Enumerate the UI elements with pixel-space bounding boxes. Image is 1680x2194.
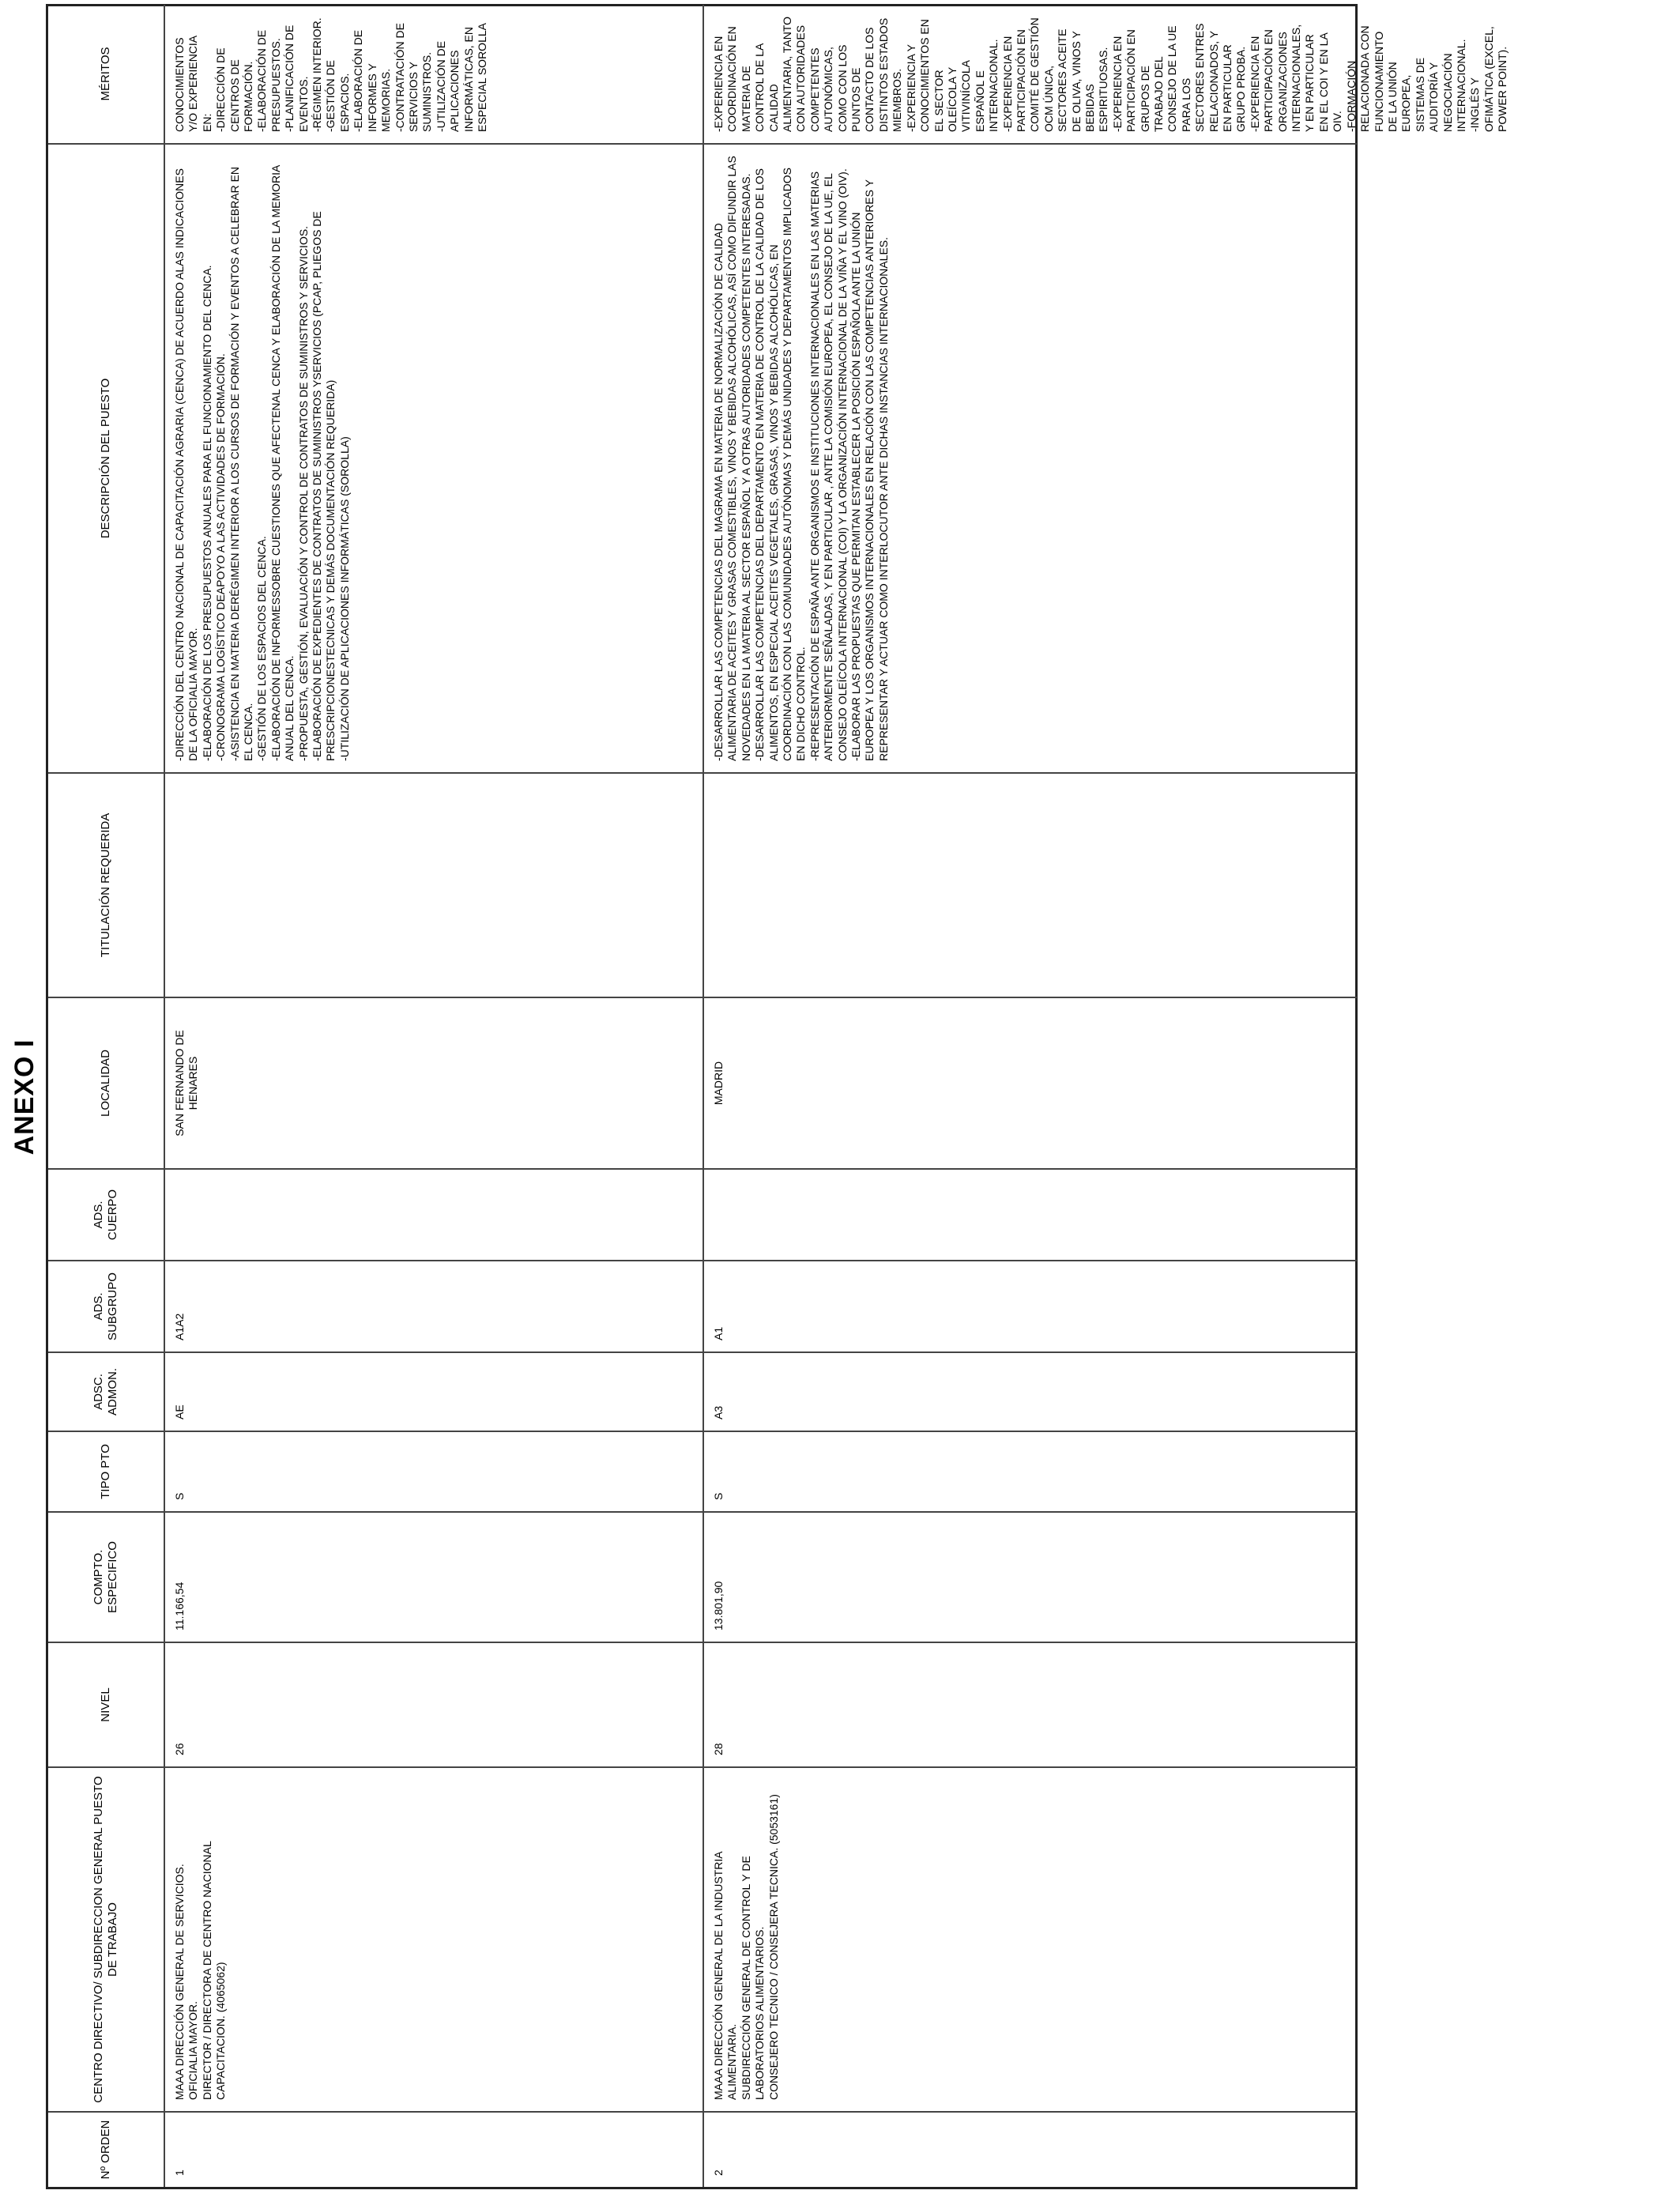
row2-localidad: MADRID bbox=[704, 997, 1357, 1168]
row1-orden: 1 bbox=[165, 2111, 704, 2187]
row1-descripcion: -DIRECCIÓN DEL CENTRO NACIONAL DE CAPACITACIÓN AGRARIA (CENCA) DE ACUERDO ALAS INDICACIONES DE LA OFICIALIA MAYOR. -ELABORACIÓN DE LOS PRESUPUESTOS ANUALES PARA EL FUNCIONAMIENTO DEL CENCA. -CRONOGRAMA LOGÍSTICO DEAPOYO A LAS ACTIVIDADES DE FORMACIÓN. -ASISTENCIA EN MATERIA DERÉGIMEN INTERIOR A LOS CURSOS DE FORMACIÓN Y EVENTOS A CELEBRAR EN EL CENCA. -GESTIÓN DE LOS ESPACIOS DEL CENCA. -ELABORACIÓN DE INFORMESSOBRE CUESTIONES QUE AFECTENAL CENCA Y ELABORACIÓN DE LA MEMORIA ANUAL DEL CENCA. -PROPUESTA, GESTIÓN, EVALUACIÓN Y CONTROL DE CONTRATOS DE SUMINISTROS Y SERVICIOS. -ELABORACIÓN DE EXPEDIENTES DE CONTRATOS DE SUMINISTROS YSERVICIOS (PCAP, PLIEGOS DE PRESCRIPCIONESTECNICAS Y DEMÁS DOCUMENTACIÓN REQUERIDA) -UTILIZACIÓN DE APLICACIONES INFORMÁTICAS (SOROLLA) bbox=[165, 143, 704, 772]
page-title: ANEXO I bbox=[9, 1039, 40, 1155]
row2-complemento: 13.801,90 bbox=[704, 1511, 1357, 1642]
row1-tipo: S bbox=[165, 1431, 704, 1511]
header-descripcion: DESCRIPCIÓN DEL PUESTO bbox=[48, 143, 165, 772]
row1-titulacion bbox=[165, 772, 704, 997]
row1-adsc-admon: AE bbox=[165, 1351, 704, 1431]
row2-titulacion bbox=[704, 772, 1357, 997]
row2-tipo: S bbox=[704, 1431, 1357, 1511]
header-centro: CENTRO DIRECTIVO/ SUBDIRECCION GENERAL PUESTO DE TRABAJO bbox=[48, 1766, 165, 2111]
annex-table bbox=[46, 4, 1509, 2189]
header-orden: Nº ORDEN bbox=[48, 2111, 165, 2187]
row1-ads-cuerpo bbox=[165, 1168, 704, 1260]
row1-centro: MAAA DIRECCIÓN GENERAL DE SERVICIOS. OFICIALIA MAYOR. DIRECTOR / DIRECTORA DE CENTRO NACIONAL CAPACITACION. (4065062) bbox=[165, 1766, 704, 2111]
header-localidad: LOCALIDAD bbox=[48, 997, 165, 1168]
row2-orden: 2 bbox=[704, 2111, 1357, 2187]
row2-centro: MAAA DIRECCIÓN GENERAL DE LA INDUSTRIA ALIMENTARIA. SUBDIRECCIÓN GENERAL DE CONTROL Y DE LABORATORIOS ALIMENTARIOS. CONSEJERO TECNICO / CONSEJERA TECNICA. (5053161) bbox=[704, 1766, 1357, 2111]
header-complemento: COMPTO. ESPECIFICO bbox=[48, 1511, 165, 1642]
row2-meritos: -EXPERIENCIA EN COORDINACIÓN EN MATERIA DE CONTROL DE LA CALIDAD ALIMENTARIA, TANTO CON AUTORIDADES COMPETENTES AUTONÓMICAS, COMO CON LOS PUNTOS DE CONTACTO DE LOS DISTINTOS ESTADOS MIEMBROS. -EXPERIENCIA Y CONOCIMIENTOS EN EL SECTOR OLEÍCOLA Y VITIVINÍCOLA ESPAÑOL E INTERNACIONAL. -EXPERIENCIA EN PARTICIPACIÓN EN COMITÉ DE GESTIÓN OCM ÚNICA, SECTORES ACEITE DE OLIVA, VINOS Y BEBIDAS ESPIRITUOSAS. -EXPERIENCIA EN PARTICIPACIÓN EN GRUPOS DE TRABAJO DEL CONSEJO DE LA UE PARA LOS SECTORES ENTRES RELACIONADOS, Y EN PARTICULAR GRUPO PROBA. -EXPERIENCIA EN PARTICIPACIÓN EN ORGANIZACIONES INTERNACIONALES, Y EN PARTICULAR EN EL COI Y EN LA OIV. -FORMACIÓN RELACIONADA CON FUNCIONAMIENTO DE LA UNIÓN EUROPEA, SISTEMAS DE AUDITORÍA Y NEGOCIACIÓN INTERNACIONAL. -INGLÉS Y OFIMÁTICA (EXCEL, POWER POINT). bbox=[712, 17, 1509, 132]
header-adsc-admon: ADSC. ADMON. bbox=[48, 1351, 165, 1431]
header-meritos: MÉRITOS bbox=[48, 5, 165, 143]
row2-descripcion: -DESARROLLAR LAS COMPETENCIAS DEL MAGRAMA EN MATERIA DE NORMALIZACIÓN DE CALIDAD ALIMENTARIA DE ACEITES Y GRASAS COMESTIBLES, VINOS Y BEBIDAS ALCOHÓLICAS, ASÍ COMO DIFUNDIR LAS NOVEDADES EN LA MATERIA AL SECTOR ESPAÑOL Y A OTRAS AUTORIDADES COMPETENTES INTERESADAS. -DESARROLLAR LAS COMPETENCIAS DEL DEPARTAMENTO EN MATERIA DE CONTROL DE LA CALIDAD DE LOS ALIMENTOS, EN ESPECIAL ACEITES VEGETALES, GRASAS, VINOS Y BEBIDAS ALCOHÓLICAS, EN COORDINACIÓN CON LAS COMUNIDADES AUTÓNOMAS Y DEMÁS UNIDADES Y DEPARTAMENTOS IMPLICADOS EN DICHO CONTROL. -REPRESENTACIÓN DE ESPAÑA ANTE ORGANISMOS E INSTITUCIONES INTERNACIONALES EN LAS MATERIAS ANTERIORMENTE SEÑALADAS, Y EN PARTICULAR , ANTE LA COMISIÓN EUROPEA, EL CONSEJO DE LA UE, EL CONSEJO OLEÍCOLA INTERNACIONAL (COI) Y LA ORGANIZACIÓN INTERNACIONAL DE LA VIÑA Y EL VINO (OIV). -ELABORAR LAS PROPUESTAS QUE PERMITAN ESTABLECER LA POSICIÓN ESPAÑOLA ANTE LA UNIÓN EUROPEA Y LOS ORGANISMOS INTERNACIONALES EN RELACIÓN CON LAS COMPETENCIAS ANTERIORES Y REPRESENTAR Y ACTUAR COMO INTERLOCUTOR ANTE DICHAS INSTANCIAS INTERNACIONALES. bbox=[704, 143, 1357, 772]
row2-ads-subgrupo: A1 bbox=[704, 1260, 1357, 1351]
row1-complemento: 11.166,54 bbox=[165, 1511, 704, 1642]
row2-adsc-admon: A3 bbox=[704, 1351, 1357, 1431]
row2-ads-cuerpo bbox=[704, 1168, 1357, 1260]
header-ads-subgrupo: ADS. SUBGRUPO bbox=[48, 1260, 165, 1351]
row1-localidad: SAN FERNANDO DE HENARES bbox=[165, 997, 704, 1168]
header-nivel: NIVEL bbox=[48, 1642, 165, 1766]
header-ads-cuerpo: ADS. CUERPO bbox=[48, 1168, 165, 1260]
header-tipo: TIPO PTO bbox=[48, 1431, 165, 1511]
row1-meritos: CONOCIMIENTOS Y/O EXPERIENCIA EN: -DIRECCIÓN DE CENTROS DE FORMACIÓN. -ELABORACIÓN DE PRESUPUESTOS. -PLANIFICACIÓN DE EVENTOS. -RÉGIMEN INTERIOR. -GESTIÓN DE ESPACIOS. -ELABORACIÓN DE INFORMES Y MEMORIAS. -CONTRATACIÓN DE SERVICIOS Y SUMINISTROS. -UTILIZACIÓN DE APLICACIONES INFORMÁTICAS, EN ESPECIAL SOROLLA bbox=[165, 5, 704, 143]
row1-nivel: 26 bbox=[165, 1642, 704, 1766]
header-titulacion: TITULACIÓN REQUERIDA bbox=[48, 772, 165, 997]
row1-ads-subgrupo: A1A2 bbox=[165, 1260, 704, 1351]
row2-nivel: 28 bbox=[704, 1642, 1357, 1766]
